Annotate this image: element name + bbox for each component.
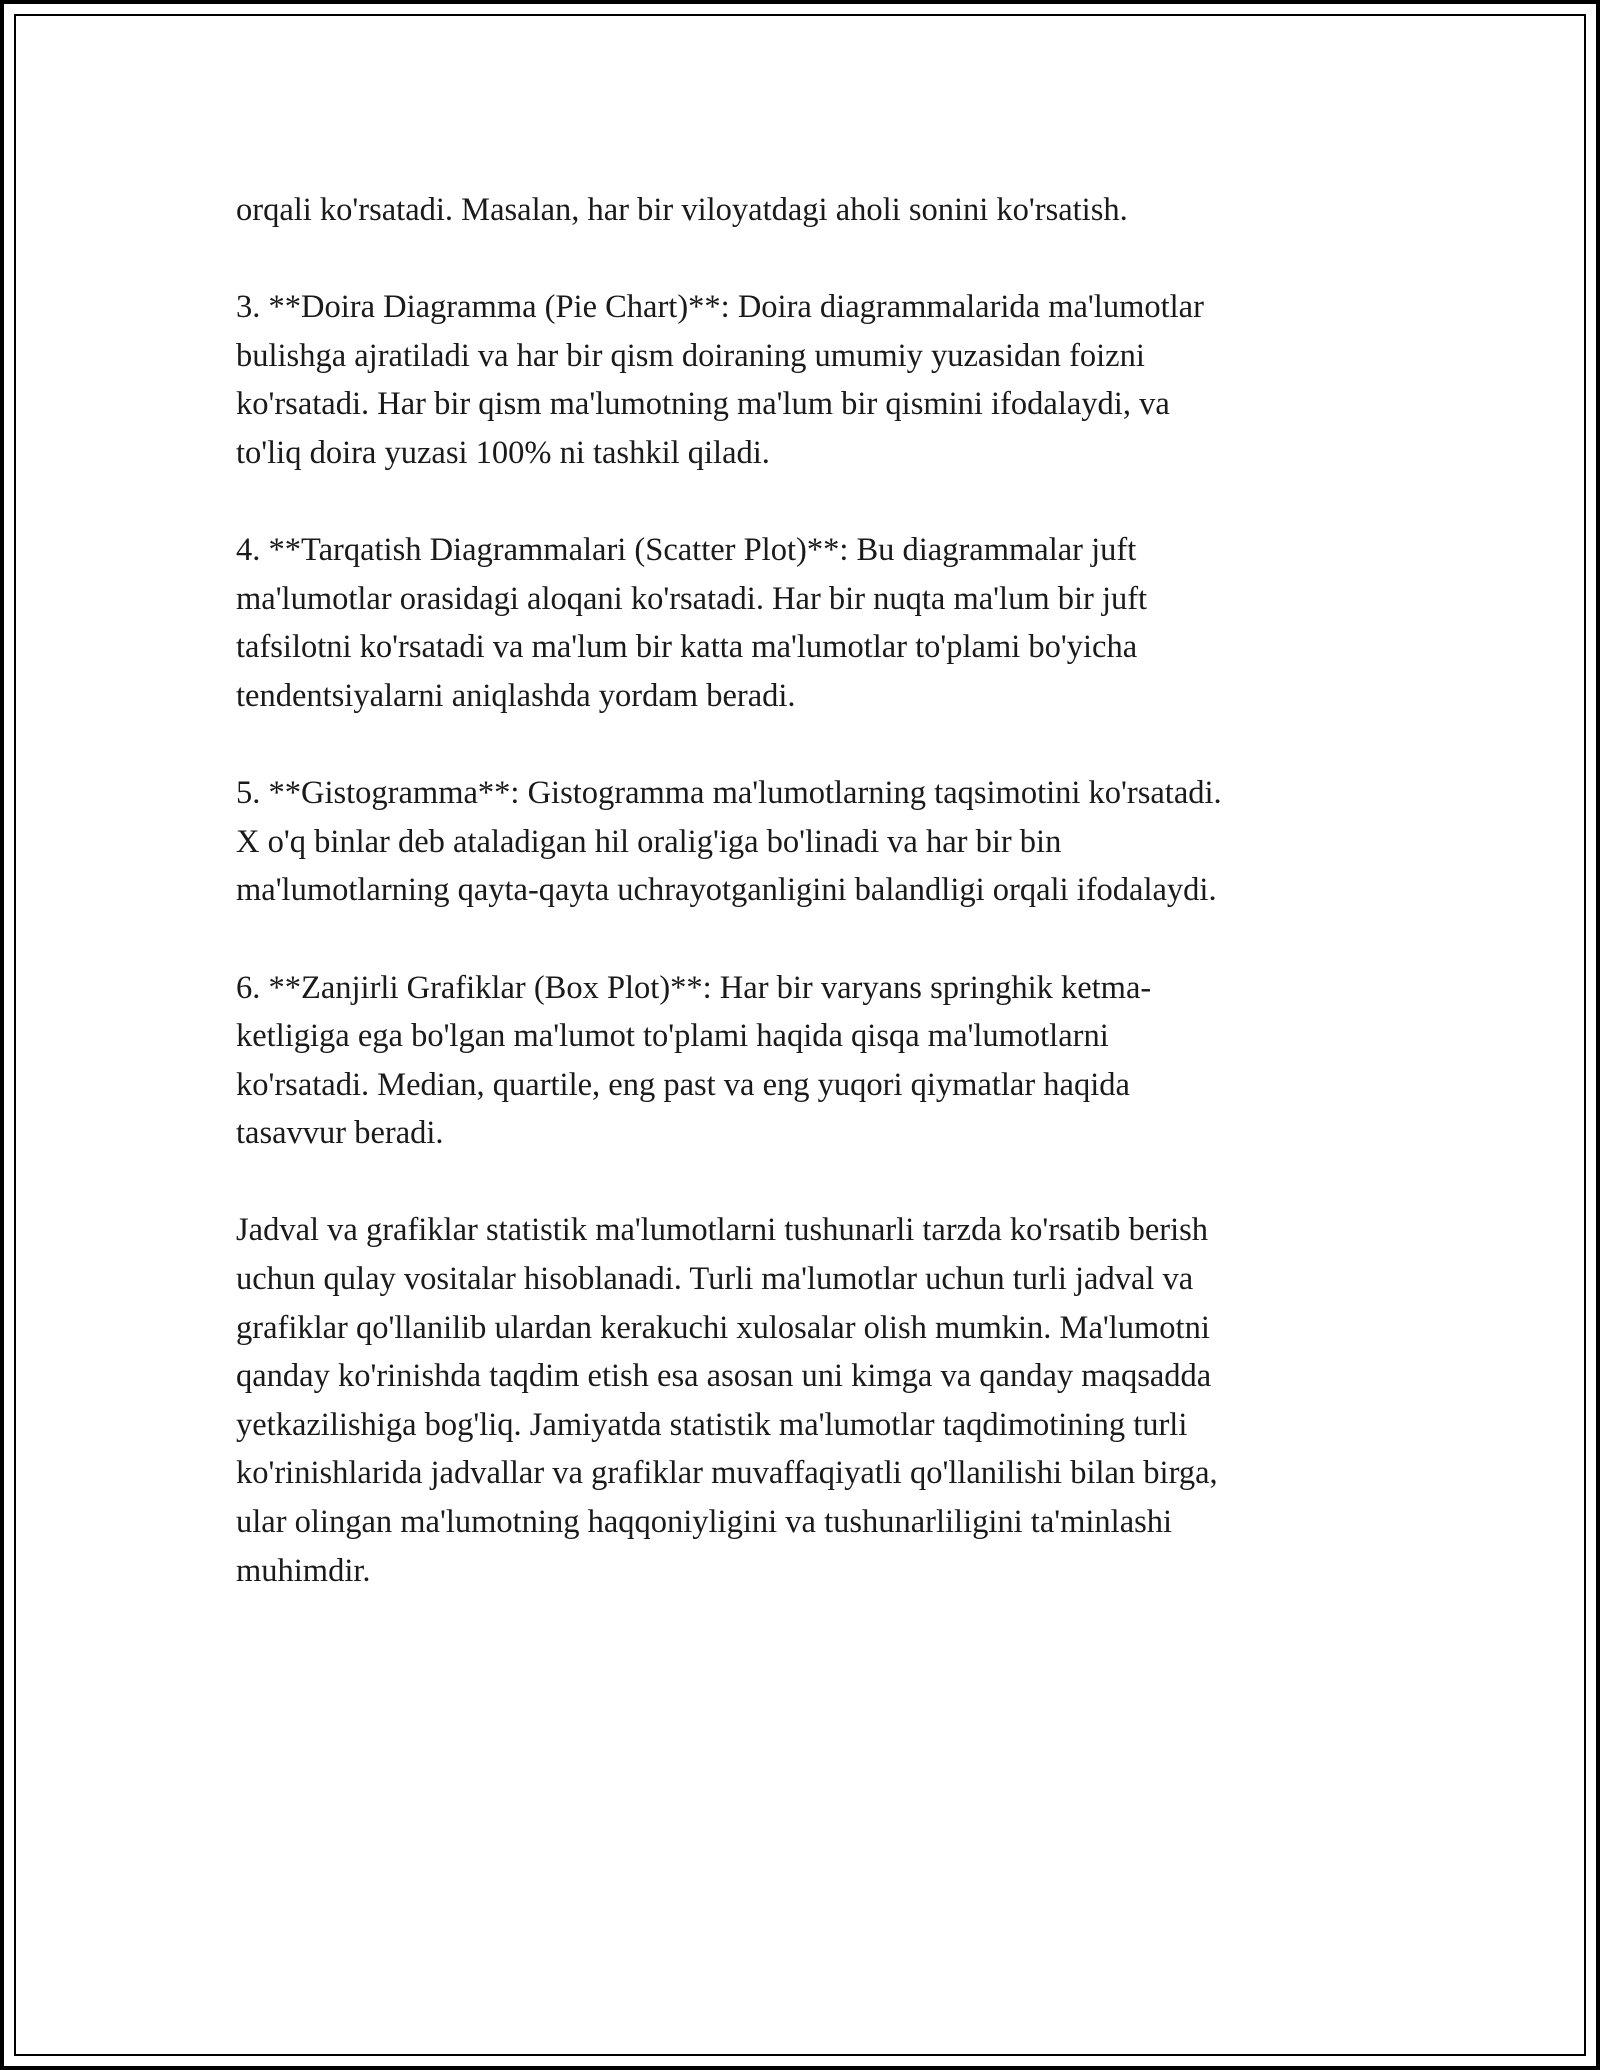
paragraph-scatter-plot	[236, 526, 1366, 720]
text-line: qanday ko'rinishda taqdim etish esa asosan uni kimga va qanday maqsadda	[236, 1358, 1212, 1395]
text-line: tendentsiyalarni aniqlashda yordam beradi.	[236, 677, 796, 714]
text-line: Jadval va grafiklar statistik ma'lumotlarni tushunarli tarzda ko'rsatib berish	[236, 1212, 1209, 1249]
text-line: ko'rsatadi. Har bir qism ma'lumotning ma'lum bir qismini ifodalaydi, va	[236, 386, 1170, 423]
text-line: bulishga ajratiladi va har bir qism doiraning umumiy yuzasidan foizni	[236, 337, 1145, 374]
text-line: ular olingan ma'lumotning haqqoniyligini va tushunarliligini ta'minlashi	[236, 1504, 1173, 1541]
text-line: ma'lumotlarning qayta-qayta uchrayotganligini balandligi orqali ifodalaydi.	[236, 872, 1217, 909]
paragraph-pie-chart	[236, 283, 1366, 477]
text-line: orqali ko'rsatadi. Masalan, har bir viloyatdagi aholi sonini ko'rsatish.	[236, 192, 1128, 228]
text-line: grafiklar qo'llanilib ulardan kerakuchi xulosalar olish mumkin. Ma'lumotni	[236, 1309, 1210, 1346]
text-line: tasavvur beradi.	[236, 1115, 444, 1152]
text-line: tafsilotni ko'rsatadi va ma'lum bir katta ma'lumotlar to'plami bo'yicha	[236, 629, 1138, 666]
paragraph-box-plot	[236, 964, 1366, 1158]
text-line: to'liq doira yuzasi 100% ni tashkil qiladi.	[236, 434, 770, 471]
text-line: 6. **Zanjirli Grafiklar (Box Plot)**: Har bir varyans springhik ketma-	[236, 969, 1152, 1006]
text-line: ketligiga ega bo'lgan ma'lumot to'plami haqida qisqa ma'lumotlarni	[236, 1018, 1109, 1055]
text-line: ma'lumotlar orasidagi aloqani ko'rsatadi. Har bir nuqta ma'lum bir juft	[236, 580, 1148, 617]
text-line: 4. **Tarqatish Diagrammalari (Scatter Plot)**: Bu diagrammalar juft	[236, 532, 1137, 569]
text-line: X o'q binlar deb ataladigan hil oralig'iga bo'linadi va har bir bin	[236, 823, 1062, 860]
text-line: ko'rinishlarida jadvallar va grafiklar muvaffaqiyatli qo'llanilishi bilan birga,	[236, 1455, 1218, 1492]
text-line: ko'rsatadi. Median, quartile, eng past va eng yuqori qiymatlar haqida	[236, 1066, 1130, 1103]
paragraph-histogram	[236, 769, 1366, 915]
text-line: uchun qulay vositalar hisoblanadi. Turli ma'lumotlar uchun turli jadval va	[236, 1261, 1194, 1298]
document-body	[236, 186, 1366, 1644]
text-line: 3. **Doira Diagramma (Pie Chart)**: Doira diagrammalarida ma'lumotlar	[236, 289, 1204, 326]
text-line: muhimdir.	[236, 1552, 371, 1589]
text-line: 5. **Gistogramma**: Gistogramma ma'lumotlarning taqsimotini ko'rsatadi.	[236, 775, 1222, 812]
text-line: yetkazilishiga bog'liq. Jamiyatda statistik ma'lumotlar taqdimotining turli	[236, 1406, 1188, 1443]
paragraph-conclusion	[236, 1206, 1366, 1595]
paragraph-intro-continuation	[236, 186, 1366, 235]
